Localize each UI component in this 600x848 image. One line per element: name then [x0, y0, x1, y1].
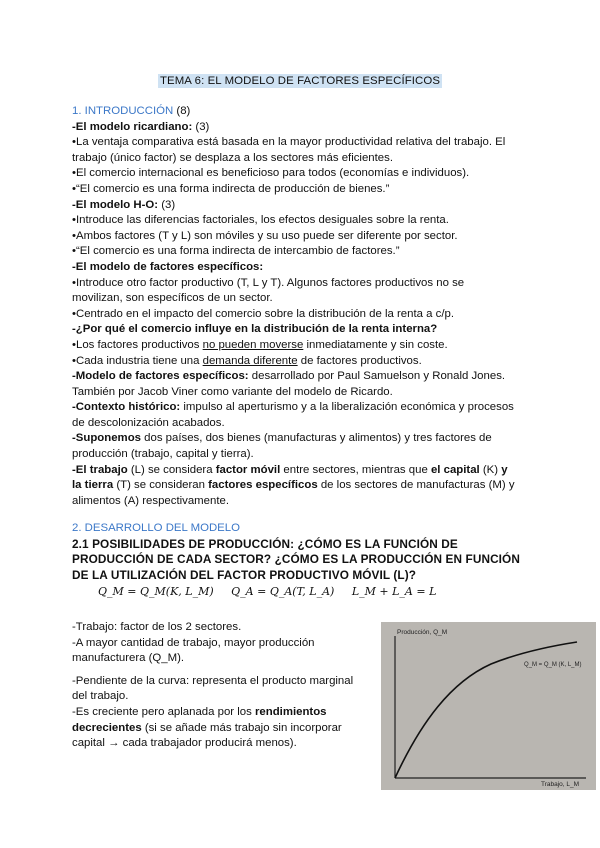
- text-span: (L) se considera: [127, 463, 216, 476]
- intro-count: (8): [173, 105, 191, 117]
- text-span: •Los factores productivos: [72, 338, 203, 351]
- bold-text: decrecientes: [72, 721, 142, 734]
- context-label: -Contexto histórico:: [72, 401, 181, 414]
- subheading-line: DE LA UTILIZACIÓN DEL FACTOR PRODUCTIVO MÓVIL (L)?: [72, 567, 417, 582]
- text-span: dos países, dos bienes (manufacturas y alimentos) y tres factores de: [140, 432, 492, 445]
- y-axis-label: Producción, Q_M: [397, 629, 448, 636]
- text-span: (K): [479, 463, 502, 476]
- ho-count: (3): [158, 198, 176, 211]
- ricardiano-label: -El modelo ricardiano:: [72, 120, 193, 133]
- text-line: trabajo (único factor) se desplaza a los sectores más eficientes.: [72, 151, 393, 164]
- text-line: •Introduce las diferencias factoriales, los efectos desiguales sobre la renta.: [72, 214, 449, 227]
- text-line: manufacturera (Q_M).: [72, 652, 185, 665]
- equations: [72, 583, 550, 601]
- text-line: producción (trabajo, capital y tierra).: [72, 448, 254, 461]
- text-span: impulso al aperturismo y a la liberalización económica y procesos: [180, 401, 514, 414]
- x-axis-label: Trabajo, L_M: [541, 781, 580, 788]
- text-line: movilizan, son específicos de un sector.: [72, 292, 273, 305]
- text-line: •El comercio internacional es beneficioso para todos (economías e individuos).: [72, 167, 470, 180]
- mfe-label: -Modelo de factores específicos:: [72, 370, 249, 383]
- text-line: •Ambos factores (T y L) son móviles y su uso puede ser diferente por sector.: [72, 229, 458, 242]
- text-span: de factores productivos.: [297, 354, 422, 367]
- equation-qa: Q_A = Q_A(T, L_A): [231, 585, 335, 599]
- text-line: •“El comercio es una forma indirecta de producción de bienes.”: [72, 182, 390, 195]
- text-line: capital → cada trabajador producirá menos).: [72, 737, 297, 750]
- text-line: •La ventaja comparativa está basada en la mayor productividad relativa del trabajo. El: [72, 136, 506, 149]
- question-label: -¿Por qué el comercio influye en la distribución de la renta interna?: [72, 323, 438, 336]
- text-span: entre sectores, mientras que: [280, 463, 431, 476]
- production-function-figure: [381, 622, 596, 790]
- bold-text: rendimientos: [255, 705, 327, 718]
- text-span: -Es creciente pero aplanada por los: [72, 705, 255, 718]
- text-line: -Trabajo: factor de los 2 sectores.: [72, 621, 242, 633]
- curve-label: Q_M = Q_M (K, L_M): [524, 662, 582, 668]
- section-heading-intro: 1. INTRODUCCIÓN: [72, 105, 174, 117]
- production-chart: [381, 622, 596, 790]
- bold-text: factores específicos: [208, 479, 318, 492]
- equation-qm: Q_M = Q_M(K, L_M): [98, 585, 214, 599]
- subheading-line: PRODUCCIÓN DE CADA SECTOR? ¿CÓMO ES LA PRODUCCIÓN EN FUNCIÓN: [72, 552, 520, 567]
- text-span: (si se añade más trabajo sin incorporar: [141, 721, 342, 734]
- text-line: -A mayor cantidad de trabajo, mayor producción: [72, 636, 315, 649]
- text-line: alimentos (A) respectivamente.: [72, 494, 229, 507]
- text-line: También por Jacob Viner como variante del modelo de Ricardo.: [72, 385, 393, 398]
- text-line: •Introduce otro factor productivo (T, L y T). Algunos factores productivos no se: [72, 276, 465, 289]
- document-body: [72, 104, 550, 601]
- text-span: -: [72, 463, 76, 476]
- ho-label: -El modelo H-O:: [72, 198, 159, 211]
- text-span: •Cada industria tiene una: [72, 354, 203, 367]
- trabajo-label: El trabajo: [75, 463, 128, 476]
- bold-text: y: [501, 463, 508, 476]
- text-line: de descolonización acabados.: [72, 416, 225, 429]
- model-notes: [72, 620, 372, 752]
- text-span: (T) se consideran: [113, 479, 209, 492]
- underlined-text: demanda diferente: [202, 354, 298, 367]
- title-block: [0, 71, 600, 89]
- text-span: -: [72, 432, 76, 445]
- fe-label: -El modelo de factores específicos:: [72, 260, 264, 273]
- text-span: de los sectores de manufacturas (M) y: [317, 479, 515, 492]
- text-span: desarrollado por Paul Samuelson y Ronald Jones.: [248, 370, 506, 383]
- suponemos-label: Suponemos: [75, 432, 141, 445]
- text-line: del trabajo.: [72, 690, 129, 703]
- text-line: •Centrado en el impacto del comercio sobre la distribución de la renta a c/p.: [72, 307, 454, 320]
- text-span: inmediatamente y sin coste.: [303, 338, 448, 351]
- ricardiano-count: (3): [192, 120, 210, 133]
- bold-text: el capital: [430, 463, 480, 476]
- equation-labor: L_M + L_A = L: [351, 585, 437, 599]
- page-title: TEMA 6: EL MODELO DE FACTORES ESPECÍFICOS: [159, 75, 441, 87]
- bold-text: factor móvil: [215, 463, 281, 476]
- text-line: •“El comercio es una forma indirecta de intercambio de factores.”: [72, 245, 400, 258]
- subheading-line: 2.1 POSIBILIDADES DE PRODUCCIÓN: ¿CÓMO ES LA FUNCIÓN DE: [72, 537, 458, 552]
- section-heading-desarrollo: 2. DESARROLLO DEL MODELO: [72, 522, 240, 535]
- text-line: -Pendiente de la curva: representa el producto marginal: [72, 674, 354, 687]
- bold-text: la tierra: [72, 479, 114, 492]
- underlined-text: no pueden moverse: [202, 338, 304, 351]
